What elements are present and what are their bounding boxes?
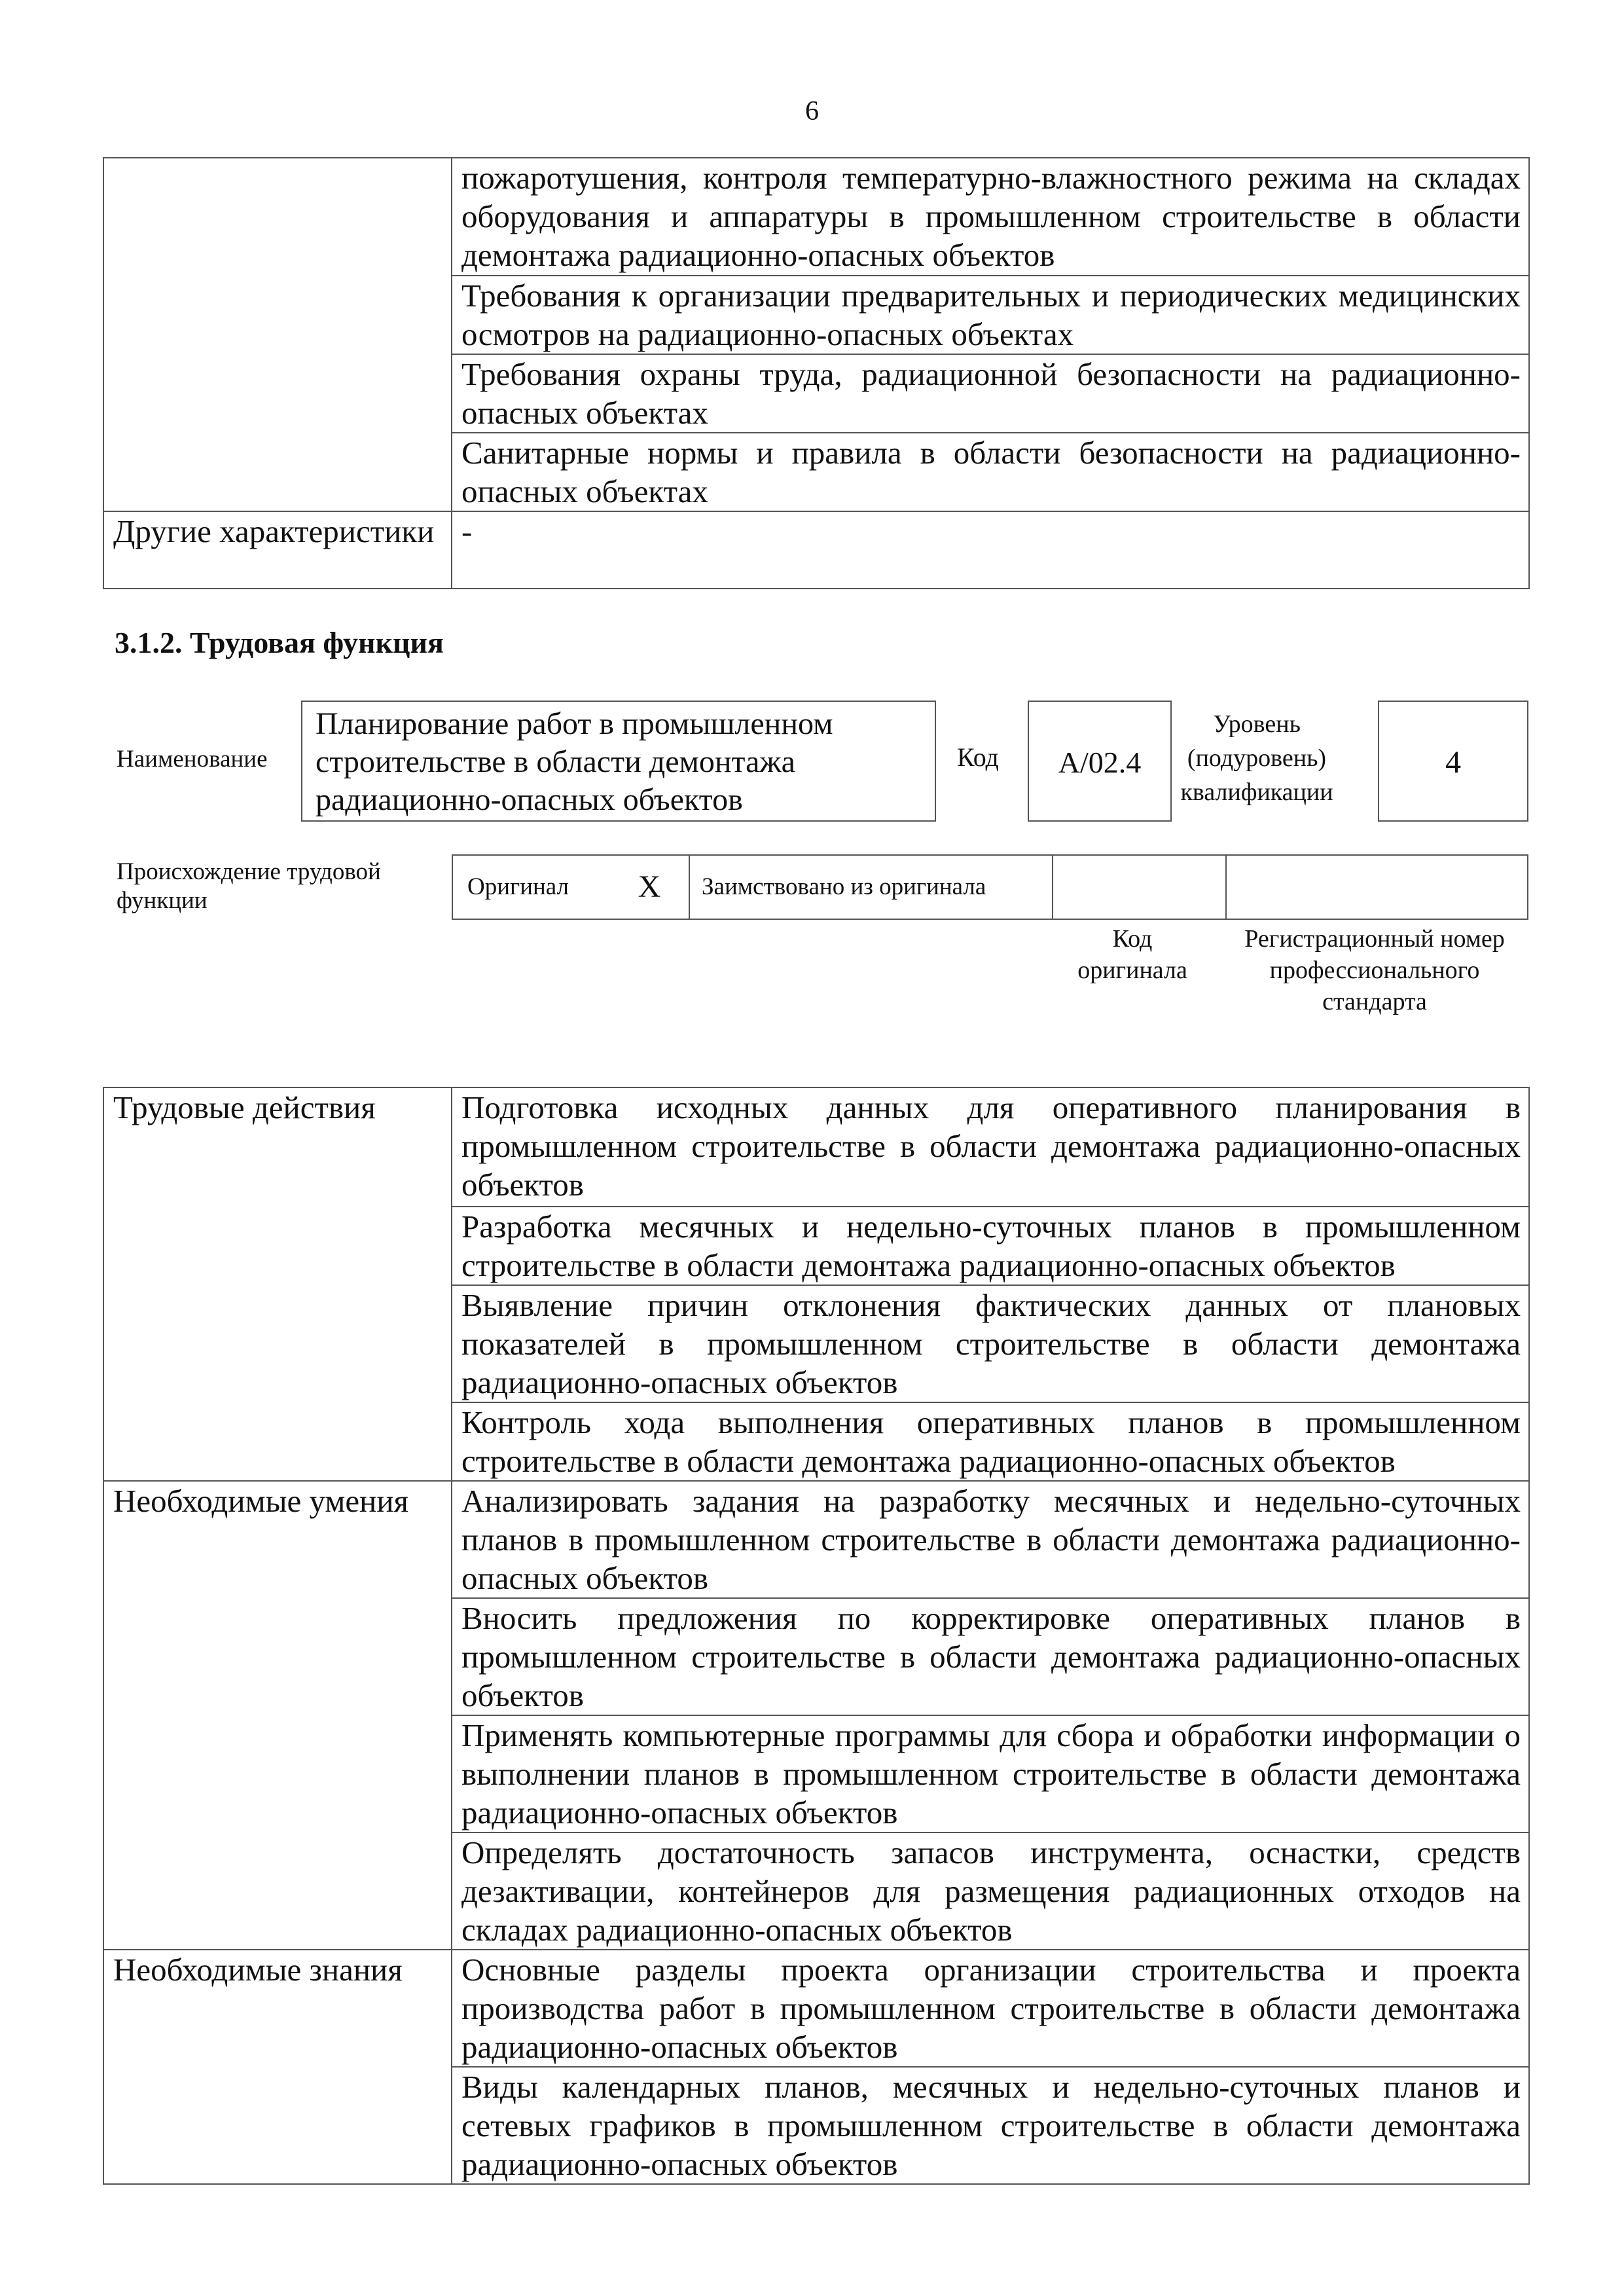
row-label: Необходимые знания [103,1950,452,2184]
origin-label [117,858,424,915]
row-text: Выявление причин отклонения фактических данных от плановых показателей в промышленном строительстве в области демонтажа радиационно-опасных объектов [452,1285,1529,1402]
level-value: 4 [1378,701,1528,822]
row-text: Применять компьютерные программы для сбора и обработки информации о выполнении планов в промышленном строительстве в области демонтажа радиационно-опасных объектов [452,1715,1529,1832]
row-text: Виды календарных планов, месячных и недельно-суточных планов и сетевых графиков в промышленном строительстве в области демонтажа радиационно-опасных объектов [452,2067,1529,2184]
top-table [103,157,1530,589]
row-label: Необходимые умения [103,1481,452,1950]
borrowed-label: Заимствовано из оригинала [702,873,986,900]
original-label: Оригинал [467,873,569,900]
table-row [103,1087,1529,1207]
table-row [103,511,1529,589]
divider [1052,856,1053,919]
table-row [103,1481,1529,1598]
main-table [103,1087,1530,2185]
code-original-caption: Код оригинала [1077,925,1187,984]
page-number: 6 [805,96,819,126]
divider [689,856,690,919]
code-label: Код [957,742,999,772]
row-text: Требования к организации предварительных и периодических медицинских осмотров на радиационно-опасных объектах [452,276,1529,354]
section-title: 3.1.2. Трудовая функция [115,626,444,659]
row-text: Разработка месячных и недельно-суточных планов в промышленном строительстве в области демонтажа радиационно-опасных объектов [452,1207,1529,1285]
origin-label-text: Происхождение трудовой функции [117,858,381,914]
code-value: А/02.4 [1028,701,1172,822]
name-value: Планирование работ в промышленном строительстве в области демонтажа радиационно-опасных объектов [301,701,936,822]
row-text: Требования охраны труда, радиационной безопасности на радиационно-опасных объектах [452,354,1529,433]
origin-row [452,854,1528,920]
table-row [103,1950,1529,2067]
row-text: Подготовка исходных данных для оперативного планирования в промышленном строительстве в области демонтажа радиационно-опасных объектов [452,1087,1529,1207]
row-label: Трудовые действия [103,1087,452,1481]
row-text: Контроль хода выполнения оперативных планов в промышленном строительстве в области демонтажа радиационно-опасных объектов [452,1402,1529,1481]
name-label: Наименование [117,746,268,773]
row-text: пожаротушения, контроля температурно-влажностного режима на складах оборудования и аппаратуры в промышленном строительстве в области демонтажа радиационно-опасных объектов [452,158,1529,276]
row-label: Другие характеристики [103,511,452,589]
row-text: Вносить предложения по корректировке оперативных планов в промышленном строительстве в области демонтажа радиационно-опасных объектов [452,1598,1529,1715]
level-label: Уровень (подуровень) квалификации [1180,710,1333,806]
row-text: - [452,511,1529,589]
row-label [103,158,452,511]
table-row [103,158,1529,276]
divider [1225,856,1227,919]
row-text: Санитарные нормы и правила в области безопасности на радиационно-опасных объектах [452,433,1529,511]
row-text: Анализировать задания на разработку месячных и недельно-суточных планов в промышленном строительстве в области демонтажа радиационно-опасных объектов [452,1481,1529,1598]
original-mark: X [638,869,661,904]
row-text: Основные разделы проекта организации строительства и проекта производства работ в промышленном строительстве в области демонтажа радиационно-опасных объектов [452,1950,1529,2067]
reg-number-caption: Регистрационный номер профессионального стандарта [1244,925,1505,1015]
row-text: Определять достаточность запасов инструмента, оснастки, средств дезактивации, контейнеров для размещения радиационных отходов на складах радиационно-опасных объектов [452,1832,1529,1950]
